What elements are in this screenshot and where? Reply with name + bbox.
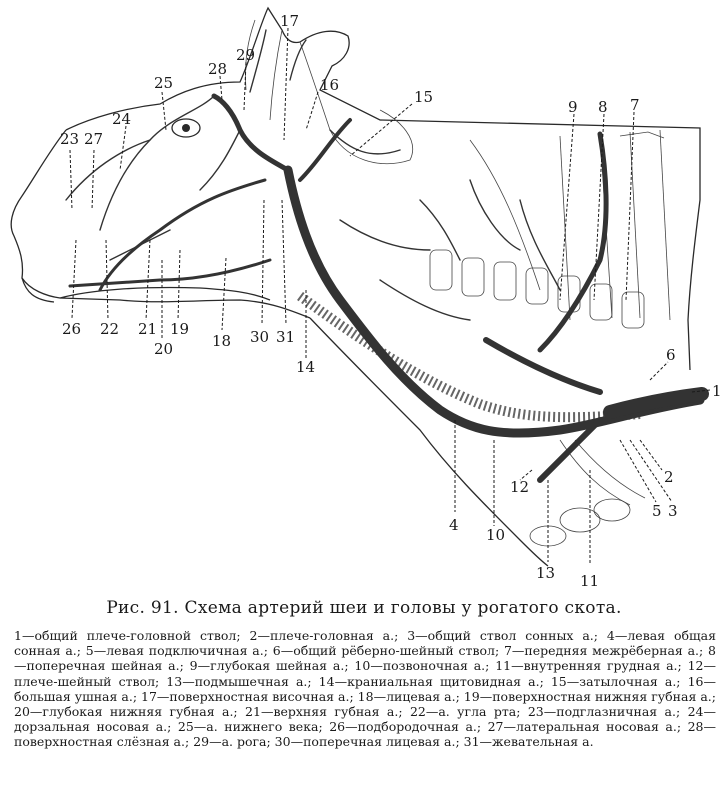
label-24: 24	[112, 110, 132, 128]
costocervical-trunk	[540, 134, 606, 350]
ear-outline	[300, 42, 413, 164]
label-4: 4	[449, 516, 459, 534]
label-13: 13	[536, 564, 556, 582]
label-30: 30	[250, 328, 270, 346]
figure-caption: Рис. 91. Схема артерий шеи и головы у рогатого скота.	[106, 598, 622, 618]
label-25: 25	[154, 74, 174, 92]
label-11: 11	[580, 572, 600, 590]
label-19: 19	[170, 320, 190, 338]
occipital-artery	[300, 120, 350, 180]
figure-legend	[14, 628, 716, 750]
neck-muscle-1	[470, 140, 540, 290]
label-1: 1	[712, 382, 722, 400]
label-18: 18	[212, 332, 232, 350]
label-26: 26	[62, 320, 82, 338]
label-2: 2	[664, 468, 674, 486]
maxillary-artery	[100, 180, 265, 290]
label-5: 5	[652, 502, 662, 520]
legend-text: 1—общий плече-головной ствол; 2—плече-головная а.; 3—общий ствол сонных а.; 4—левая общая сонная а.; 5—левая подключичная а.; 6—общий рёберно-шейный ствол; 7—передняя межрёберная а.; 8—поперечная шейная а.; 9—глубокая шейная а.; 10—позвоночная а.; 11—внутренняя грудная а.; 12—плече-шейный ствол; 13—подмышечная а.; 14—краниальная щитовидная а.; 15—затылочная а.; 16—большая ушная а.; 17—поверхностная височная а.; 18—лицевая а.; 19—поверхностная нижняя губная а.; 20—глубокая нижняя губная а.; 21—верхняя губная а.; 22—а. угла рта; 23—подглазничная а.; 24—дорзальная носовая а.; 25—а. нижнего века; 26—подбородочная а.; 27—латеральная носовая а.; 28—поверхностная слёзная а.; 29—а. рога; 30—поперечная лицевая а.; 31—жевательная а.	[14, 628, 716, 750]
label-16: 16	[320, 76, 340, 94]
label-17: 17	[280, 12, 300, 30]
label-14: 14	[296, 358, 316, 376]
label-9: 9	[568, 98, 578, 116]
label-6: 6	[666, 346, 676, 364]
label-22: 22	[100, 320, 120, 338]
label-31: 31	[276, 328, 296, 346]
label-27: 27	[84, 130, 104, 148]
label-3: 3	[668, 502, 678, 520]
label-15: 15	[414, 88, 434, 106]
vertebrae	[430, 250, 644, 328]
label-8: 8	[598, 98, 608, 116]
label-29: 29	[236, 46, 256, 64]
label-12: 12	[510, 478, 530, 496]
label-10: 10	[486, 526, 506, 544]
facial-artery	[70, 260, 270, 286]
artery-branches	[66, 30, 560, 320]
neck-muscle-6	[620, 132, 664, 138]
common-carotid-artery	[288, 170, 700, 433]
label-20: 20	[154, 340, 174, 358]
label-23: 23	[60, 130, 80, 148]
sternum-ribs	[530, 440, 645, 546]
label-21: 21	[138, 320, 158, 338]
horn-outline	[245, 20, 282, 120]
label-7: 7	[630, 96, 640, 114]
neck-muscle-2	[560, 136, 570, 320]
neck-muscle-5	[660, 130, 670, 320]
label-28: 28	[208, 60, 228, 78]
